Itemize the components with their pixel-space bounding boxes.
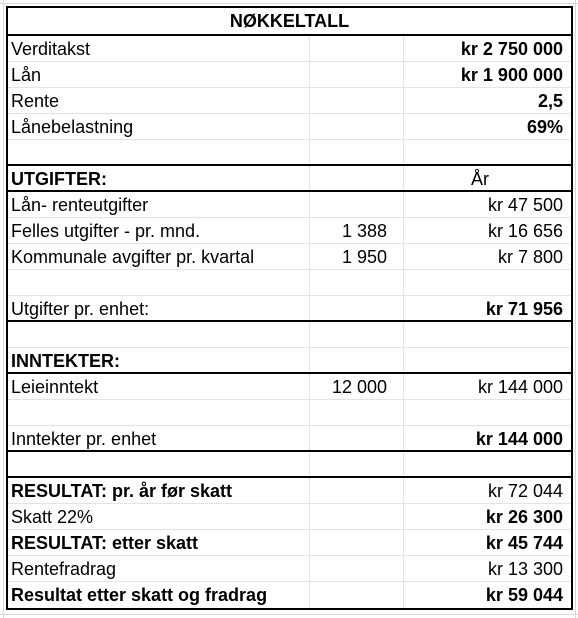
cell-value[interactable]: kr 45 744 [485,533,563,553]
table-row[interactable] [8,322,571,348]
cell-amount[interactable] [310,504,404,529]
table-row[interactable] [8,400,571,426]
cell-amount[interactable] [310,322,404,347]
table-row[interactable] [8,218,571,244]
cell-label[interactable]: Kommunale avgifter pr. kvartal [8,244,310,269]
cell-label[interactable]: Utgifter pr. enhet: [8,296,310,320]
table-row[interactable] [8,270,571,296]
table-row[interactable] [8,452,571,478]
cell-label[interactable] [8,452,310,476]
cell-label[interactable]: Rente [8,88,310,113]
cell-amount[interactable] [310,88,404,113]
cell-label[interactable]: INNTEKTER: [8,348,310,372]
cell-label[interactable] [8,270,310,295]
table-row[interactable] [8,192,571,218]
cell-label[interactable]: Felles utgifter - pr. mnd. [8,218,310,243]
cell-value[interactable]: kr 59 044 [485,585,563,605]
table-row[interactable] [8,36,571,62]
cell-label[interactable]: UTGIFTER: [8,166,310,190]
cell-amount[interactable] [310,62,404,87]
table-row[interactable] [8,426,571,452]
grid-line [0,614,578,615]
cell-label[interactable]: Lånebelastning [8,114,310,139]
cell-amount[interactable] [310,556,404,581]
table-row[interactable] [8,62,571,88]
cell-amount[interactable]: 1 388 [310,218,404,243]
table-row[interactable] [8,296,571,322]
cell-amount[interactable] [310,426,404,450]
table-row[interactable] [8,348,571,374]
table-row[interactable] [8,556,571,582]
grid-line [0,3,578,4]
table-title [8,8,571,36]
cell-value[interactable]: kr 7 800 [497,247,563,267]
cell-value[interactable]: kr 72 044 [487,481,563,501]
cell-label[interactable]: Verditakst [8,36,310,61]
cell-amount[interactable] [310,114,404,139]
cell-label[interactable]: Skatt 22% [8,504,310,529]
cell-amount[interactable] [310,270,404,295]
cell-value[interactable] [404,322,571,347]
cell-label[interactable] [8,322,310,347]
cell-value[interactable] [404,140,571,164]
table-row[interactable] [8,140,571,166]
cell-value[interactable]: kr 16 656 [487,221,563,241]
cell-amount[interactable] [310,348,404,372]
grid-line [3,0,4,618]
cell-amount[interactable]: 12 000 [310,374,404,399]
cell-amount[interactable] [310,166,404,190]
table-row[interactable] [8,478,571,504]
cell-label[interactable] [8,400,310,425]
cell-value[interactable]: kr 144 000 [475,429,563,449]
cell-value[interactable] [404,400,571,425]
cell-amount[interactable]: 1 950 [310,244,404,269]
cell-value[interactable]: År [471,169,489,189]
cell-value[interactable]: kr 71 956 [485,299,563,319]
cell-amount[interactable] [310,582,404,608]
cell-amount[interactable] [310,478,404,503]
table-row[interactable] [8,582,571,608]
cell-amount[interactable] [310,452,404,476]
cell-label[interactable] [8,140,310,164]
cell-label[interactable]: Leieinntekt [8,374,310,399]
cell-label[interactable]: Inntekter pr. enhet [8,426,310,450]
cell-value[interactable]: kr 47 500 [487,195,563,215]
table-row[interactable] [8,166,571,192]
cell-amount[interactable] [310,192,404,217]
cell-label[interactable]: Lån [8,62,310,87]
cell-value[interactable] [404,452,571,476]
table-row[interactable] [8,244,571,270]
cell-amount[interactable] [310,36,404,61]
cell-value[interactable] [404,348,571,372]
cell-value[interactable]: kr 144 000 [477,377,563,397]
cell-amount[interactable] [310,530,404,555]
table-row[interactable] [8,374,571,400]
grid-line [575,0,576,618]
cell-amount[interactable] [310,296,404,320]
cell-value[interactable]: kr 26 300 [485,507,563,527]
cell-amount[interactable] [310,140,404,164]
key-figures-table [6,6,573,610]
cell-label[interactable]: RESULTAT: pr. år før skatt [8,478,310,503]
cell-label[interactable]: RESULTAT: etter skatt [8,530,310,555]
cell-value[interactable] [404,270,571,295]
cell-value[interactable]: 2,5 [537,91,563,111]
cell-value[interactable]: kr 13 300 [487,559,563,579]
cell-label[interactable]: Rentefradrag [8,556,310,581]
cell-label[interactable]: Lån- renteutgifter [8,192,310,217]
cell-value[interactable]: 69% [526,117,563,137]
table-row[interactable] [8,530,571,556]
table-row[interactable] [8,88,571,114]
cell-amount[interactable] [310,400,404,425]
table-row[interactable] [8,504,571,530]
table-row[interactable] [8,114,571,140]
title-text: NØKKELTALL [229,11,350,31]
cell-value[interactable]: kr 2 750 000 [460,39,563,59]
cell-value[interactable]: kr 1 900 000 [460,65,563,85]
cell-label[interactable]: Resultat etter skatt og fradrag [8,582,310,608]
